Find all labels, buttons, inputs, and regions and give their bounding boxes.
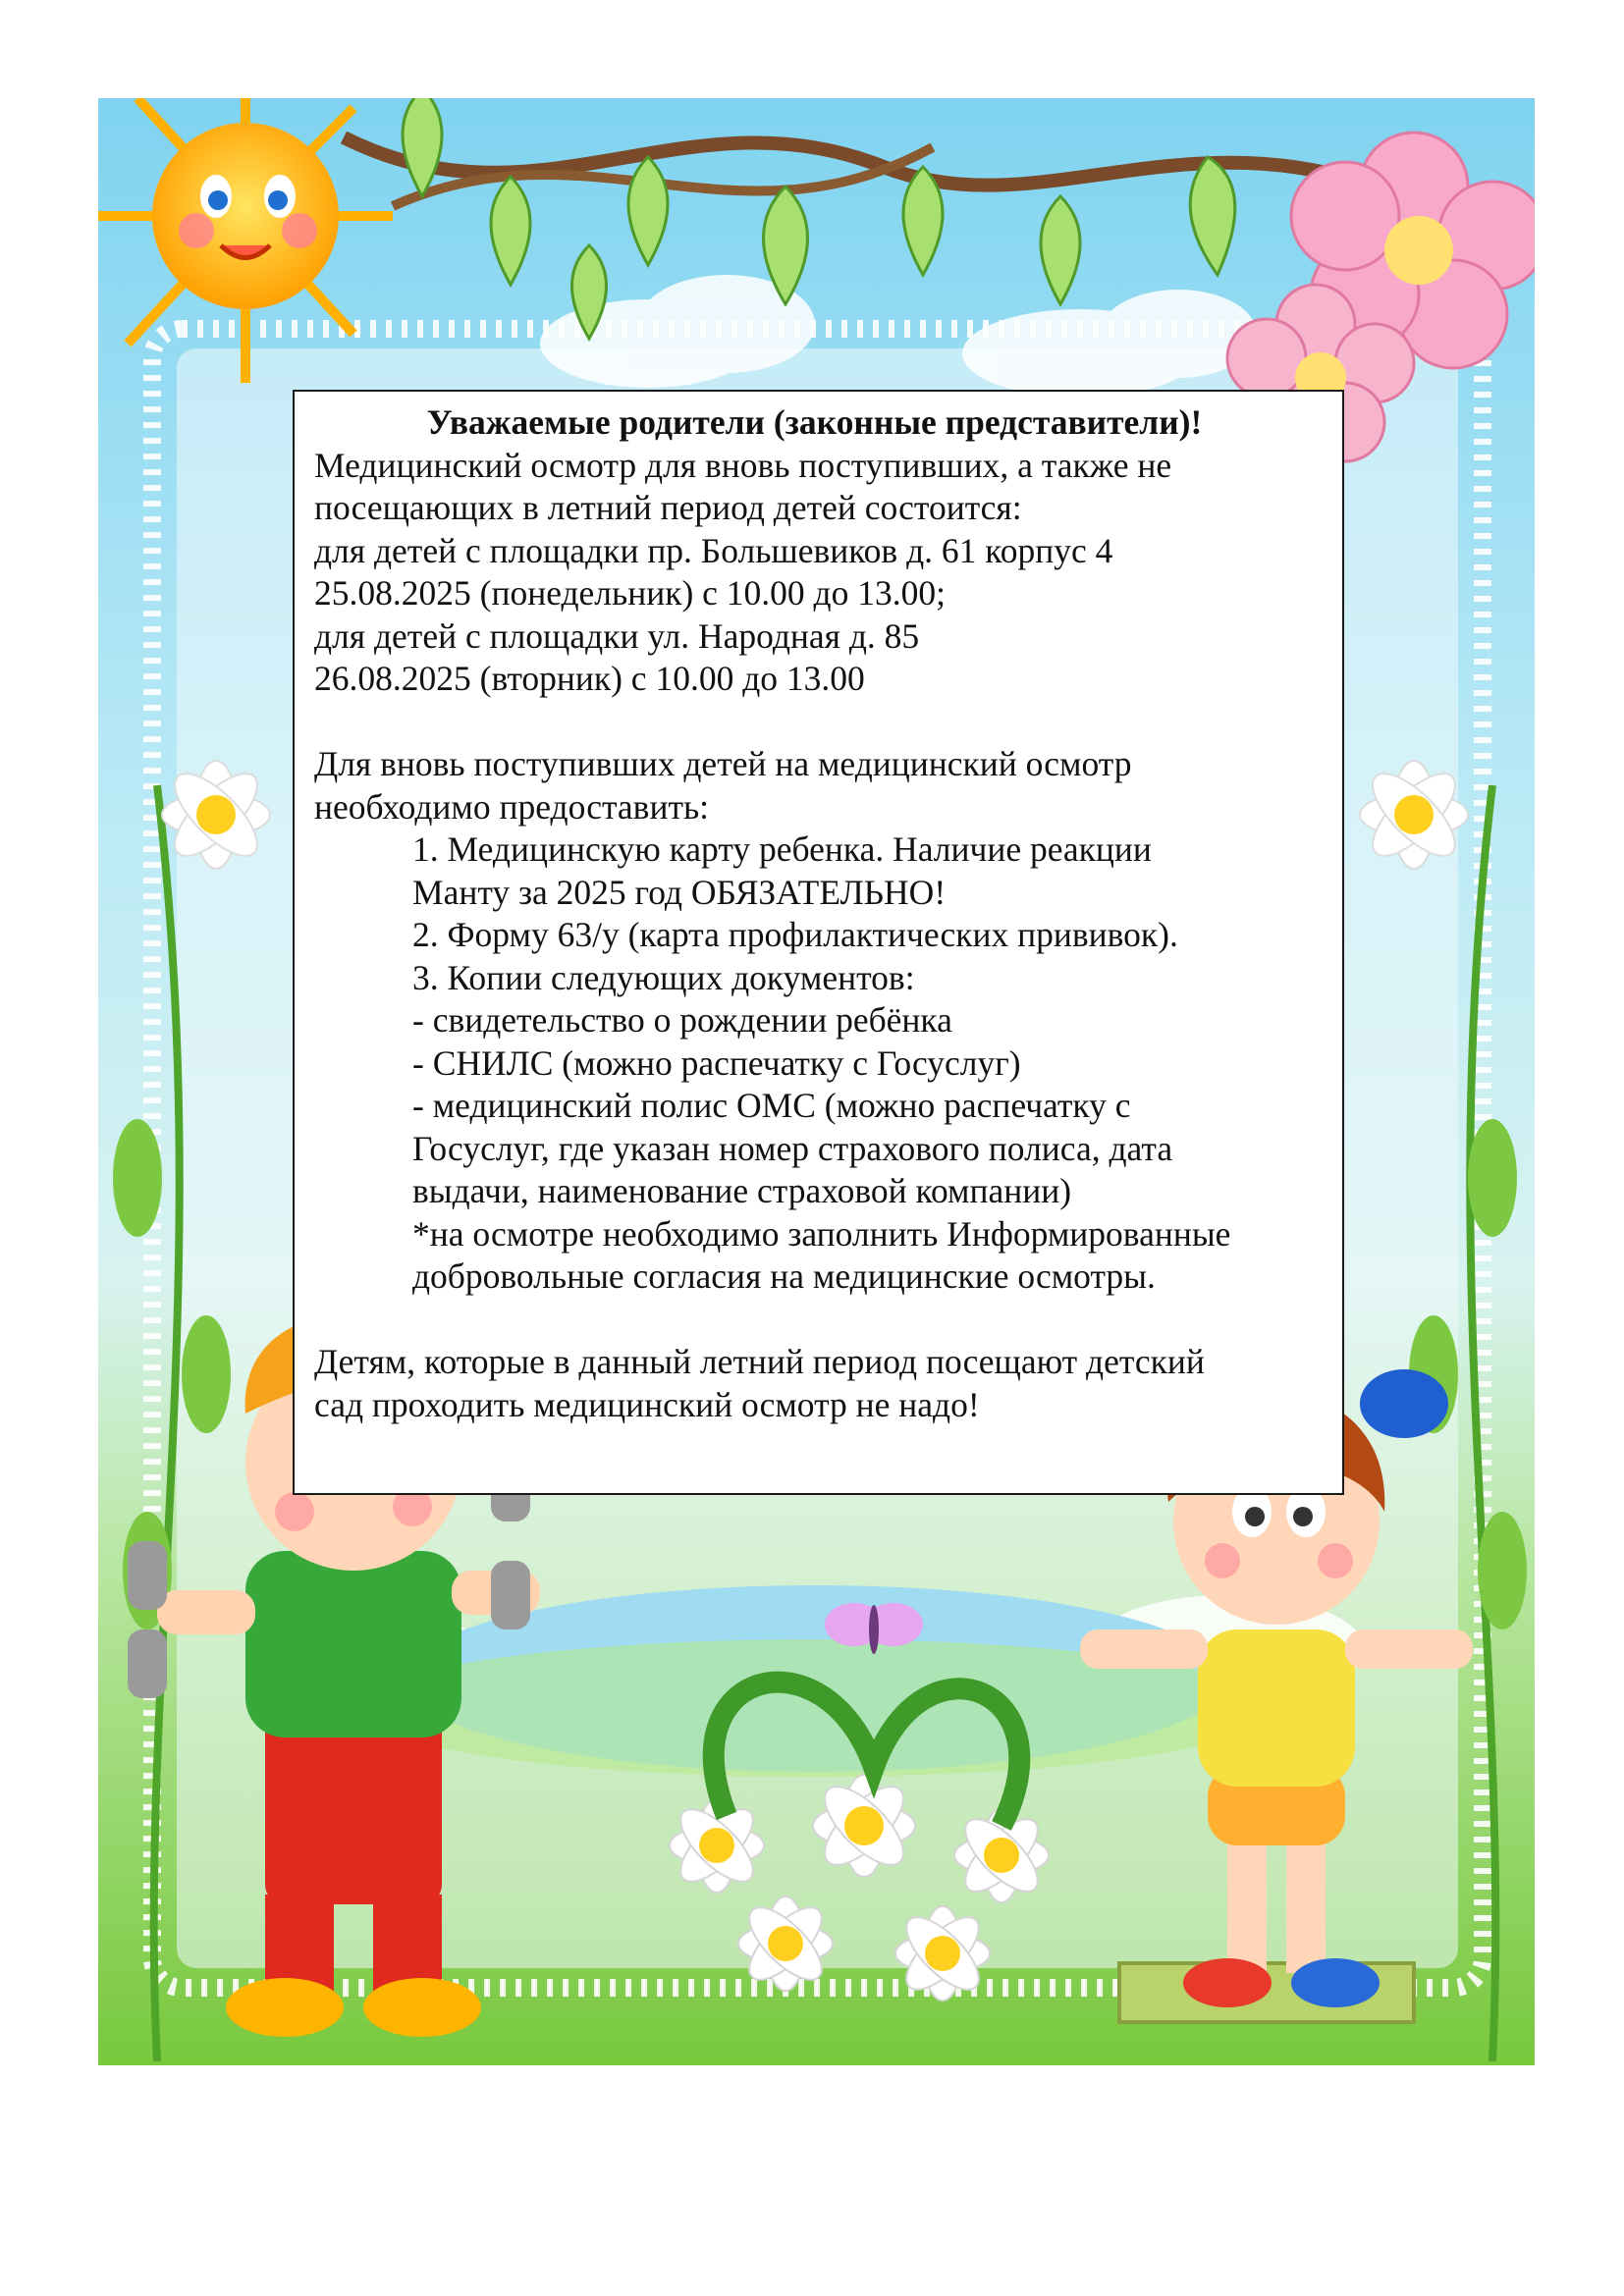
announcement-title: Уважаемые родители (законные представители)! bbox=[426, 402, 1203, 442]
requirement-item: - медицинский полис ОМС (можно распечатку с bbox=[412, 1086, 1131, 1125]
closing-line: сад проходить медицинский осмотр не надо! bbox=[314, 1384, 980, 1424]
requirement-item: *на осмотре необходимо заполнить Информированные bbox=[412, 1213, 1231, 1254]
intro-line: 25.08.2025 (понедельник) с 10.00 до 13.00; bbox=[314, 573, 946, 613]
paragraph-spacer bbox=[314, 701, 1323, 744]
requirement-item: Манту за 2025 год ОБЯЗАТЕЛЬНО! bbox=[412, 872, 947, 912]
requirement-item: выдачи, наименование страховой компании) bbox=[412, 1171, 1072, 1210]
intro-line: для детей с площадки пр. Большевиков д. 61 корпус 4 bbox=[314, 530, 1113, 570]
requirement-item: добровольные согласия на медицинские осмотры. bbox=[412, 1256, 1156, 1296]
intro-line: Медицинский осмотр для вновь поступивших, а также не bbox=[314, 445, 1172, 485]
intro-line: 26.08.2025 (вторник) с 10.00 до 13.00 bbox=[314, 659, 865, 698]
intro-line: для детей с площадки ул. Народная д. 85 bbox=[314, 615, 920, 656]
closing-line: Детям, которые в данный летний период посещают детский bbox=[314, 1342, 1205, 1381]
requirement-item: - свидетельство о рождении ребёнка bbox=[412, 1000, 952, 1040]
requirement-item: - СНИЛС (можно распечатку с Госуслуг) bbox=[412, 1042, 1021, 1083]
announcement-box bbox=[293, 390, 1344, 1495]
requirement-item: 3. Копии следующих документов: bbox=[412, 957, 915, 997]
requirements-intro-line: необходимо предоставить: bbox=[314, 786, 710, 827]
requirement-item: 2. Форму 63/у (карта профилактических прививок). bbox=[412, 915, 1178, 954]
requirement-item: Госуслуг, где указан номер страхового полиса, дата bbox=[412, 1128, 1173, 1168]
requirement-item: 1. Медицинскую карту ребенка. Наличие реакции bbox=[412, 829, 1152, 869]
paragraph-spacer bbox=[314, 1299, 1323, 1342]
intro-line: посещающих в летний период детей состоится: bbox=[314, 488, 1022, 527]
requirements-intro-line: Для вновь поступивших детей на медицинский осмотр bbox=[314, 744, 1132, 783]
